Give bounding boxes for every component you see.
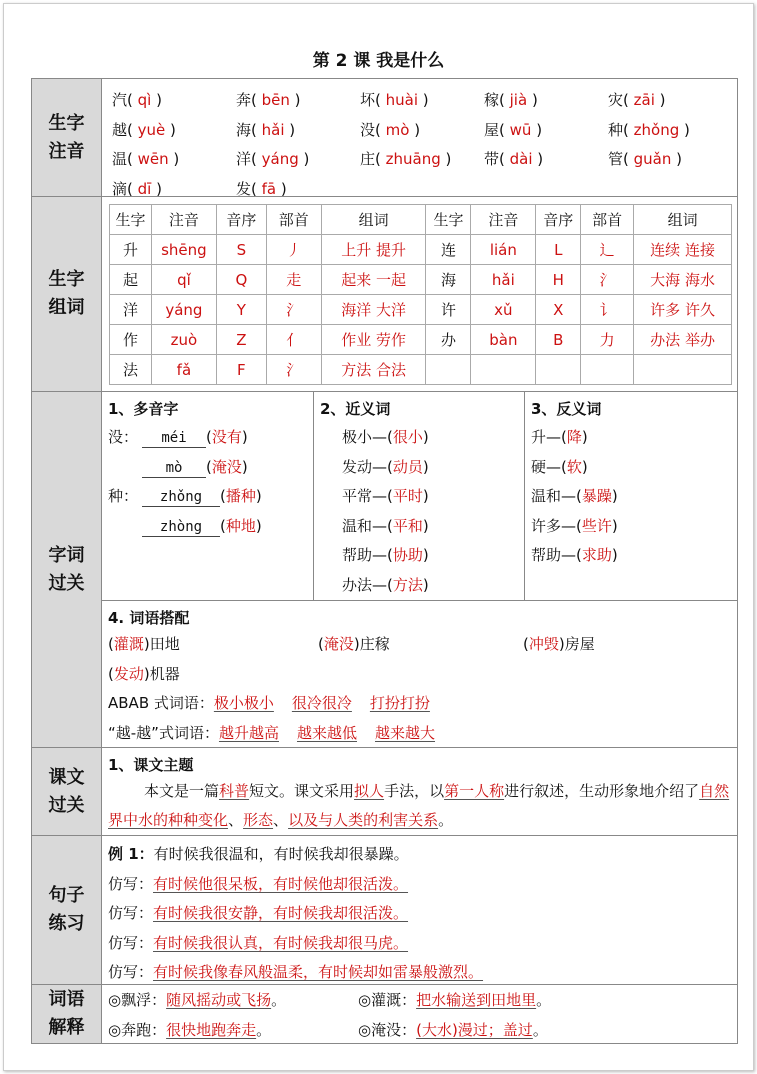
explanation-row: [102, 1016, 737, 1046]
imitation-line: [102, 870, 737, 900]
pinyin-item: 越( yuè ): [112, 120, 176, 139]
table-cell: Z: [216, 325, 266, 355]
pinyin: bēn: [261, 91, 290, 110]
section-word-explanation: [31, 985, 738, 1044]
header-cell: 部首: [266, 205, 321, 235]
pinyin-row: [112, 144, 737, 174]
answer: 暴躁: [581, 487, 612, 505]
pinyin-item: 没( mò ): [360, 120, 421, 139]
pinyin: guǎn: [633, 150, 672, 169]
imitation-answer: 有时候我像春风般温柔，有时候却如雷暴般激烈。: [153, 963, 484, 981]
definition: 把水输送到田地里: [416, 991, 537, 1009]
character: 管: [608, 150, 624, 169]
character-table: [109, 204, 732, 385]
header-cell: 部首: [581, 205, 634, 235]
table-cell: lián: [471, 235, 536, 265]
imitation-line: [102, 929, 737, 959]
pinyin-blank: zhòng: [142, 518, 220, 537]
pinyin-item: 灾( zāi ): [608, 91, 666, 110]
answer: 动员: [392, 457, 423, 476]
imitation-label: 仿写：: [108, 933, 154, 952]
table-cell: 力: [581, 325, 634, 355]
table-cell: 起: [110, 265, 152, 295]
header-cell: 生字: [426, 205, 471, 235]
pattern-word: 很冷很冷: [291, 694, 352, 712]
pinyin: jià: [509, 91, 528, 110]
collocation-pair: (发动)机器: [108, 664, 180, 683]
table-cell: 海: [426, 265, 471, 295]
pattern-word: 越来越大: [375, 723, 436, 742]
answer: 求助: [581, 546, 612, 564]
pinyin: dī: [137, 179, 152, 198]
pair-line: 温和—(平和): [342, 516, 429, 535]
table-cell: 法: [110, 355, 152, 385]
imitation-answer: 有时候我很认真，有时候我却很马虎。: [153, 933, 409, 952]
table-cell: 办法 举办: [634, 325, 732, 355]
character: 温: [112, 150, 128, 169]
section-label: [32, 836, 102, 984]
pinyin: zhǒng: [633, 120, 680, 139]
pattern-line: [102, 719, 737, 749]
collocation-heading: 4. 词语搭配: [108, 609, 190, 627]
character: 庄: [360, 150, 376, 169]
table-cell: [581, 355, 634, 385]
word: 办法: [342, 575, 373, 594]
word: 升: [531, 428, 547, 446]
collocation-pair: (灌溉)田地: [108, 635, 180, 653]
pattern-word: 打扮打扮: [369, 694, 430, 712]
pinyin-item: 汽( qì ): [112, 91, 162, 110]
character: 奔: [236, 91, 252, 110]
pair-line: 办法—(方法): [342, 575, 429, 594]
imitation-line: [102, 958, 737, 988]
pinyin: hǎi: [261, 120, 285, 139]
character: 海: [236, 120, 252, 139]
period: 。: [532, 1020, 548, 1039]
character: 灾: [608, 91, 624, 110]
table-cell: bàn: [471, 325, 536, 355]
word: 房屋: [564, 635, 595, 653]
section-label: [32, 985, 102, 1043]
table-cell: 丿: [266, 235, 321, 265]
term: ◎奔跑：: [108, 1020, 167, 1039]
pinyin-item: 屋( wū ): [484, 120, 543, 139]
answer: 方法: [392, 575, 423, 594]
pair-line: 平常—(平时): [342, 487, 429, 505]
example-sentence: 例 1：有时候我很温和，有时候我却很暴躁。: [108, 845, 409, 863]
explanation-row: [102, 986, 737, 1016]
pattern-word: 越升越高: [218, 723, 279, 742]
table-cell: 讠: [581, 295, 634, 325]
answer: 没有: [211, 428, 242, 446]
pinyin: wēn: [137, 150, 169, 169]
table-cell: [536, 355, 581, 385]
character: 坏: [360, 91, 376, 110]
table-cell: [471, 355, 536, 385]
table-cell: hǎi: [471, 265, 536, 295]
antonyms-heading: 3、反义词: [531, 400, 602, 418]
answer: 灌溉: [113, 635, 144, 653]
pattern-label: ABAB 式词语：: [108, 694, 214, 712]
label-text: 课文过关: [48, 766, 85, 816]
polyphone-line: 种： zhǒng (播种): [102, 482, 313, 512]
period: 。: [256, 1020, 272, 1039]
word: 温和: [531, 487, 562, 505]
term: ◎灌溉：: [358, 991, 417, 1009]
collocation-line: [102, 660, 737, 690]
pinyin-row: [112, 115, 737, 145]
header-cell: 注音: [471, 205, 536, 235]
table-cell: zuò: [151, 325, 216, 355]
table-cell: Q: [216, 265, 266, 295]
pinyin-grid: [112, 85, 737, 203]
table-cell: [426, 355, 471, 385]
pinyin-item: 海( hǎi ): [236, 120, 296, 139]
section-label: [32, 197, 102, 391]
word: 发动: [342, 457, 373, 476]
imitation-answer: 有时候他很呆板，有时候他却很活泼。: [153, 874, 409, 893]
imitation-line: [102, 899, 737, 929]
word: 田地: [149, 635, 180, 653]
table-cell: xǔ: [471, 295, 536, 325]
pinyin-item: 坏( huài ): [360, 91, 429, 110]
synonyms-heading: 2、近义词: [320, 400, 391, 418]
pinyin: huài: [385, 91, 419, 110]
pattern-line: [102, 689, 737, 719]
pair-line: 温和—(暴躁): [531, 487, 618, 505]
pair-line: 升—(降): [531, 428, 588, 446]
answer: 播种: [225, 487, 256, 505]
table-cell: L: [536, 235, 581, 265]
collocation-pair: (淹没)庄稼: [318, 635, 390, 653]
section-word-check: [31, 392, 738, 748]
header-cell: 组词: [634, 205, 732, 235]
answer: 软: [566, 457, 582, 476]
pinyin-blank: zhǒng: [142, 488, 220, 507]
section-new-characters-pinyin: [31, 78, 738, 197]
table-cell: 氵: [266, 355, 321, 385]
explanation-item: [358, 986, 551, 1016]
word: 平常: [342, 487, 373, 505]
table-cell: 作业 劳作: [321, 325, 426, 355]
answer: 淹没: [211, 457, 242, 476]
table-cell: 许多 许久: [634, 295, 732, 325]
label-text: 生字注音: [48, 112, 85, 162]
pattern-word: 极小极小: [213, 694, 274, 712]
antonyms-block: [525, 392, 739, 600]
pinyin-item: 带( dài ): [484, 150, 544, 169]
explanation-item: [358, 1016, 548, 1046]
table-row: [110, 265, 732, 295]
answer: 很小: [392, 428, 423, 446]
prefix: 种：: [108, 487, 139, 505]
table-cell: 升: [110, 235, 152, 265]
table-cell: B: [536, 325, 581, 355]
polyphone-line: zhòng (种地): [102, 512, 313, 542]
imitation-label: 仿写：: [108, 963, 154, 981]
character: 汽: [112, 91, 128, 110]
table-cell: qǐ: [151, 265, 216, 295]
pinyin-item: 管( guǎn ): [608, 150, 682, 169]
pinyin-item: 奔( bēn ): [236, 91, 301, 110]
label-text: 生字组词: [48, 269, 85, 318]
pinyin-item: 稼( jià ): [484, 91, 538, 110]
table-cell: 许: [426, 295, 471, 325]
pattern-label: “越-越”式词语：: [108, 723, 219, 742]
pinyin: dài: [509, 150, 533, 169]
period: 。: [271, 991, 287, 1009]
table-cell: 方法 合法: [321, 355, 426, 385]
character: 种: [608, 120, 624, 139]
character: 滴: [112, 179, 128, 198]
collocation-block: [102, 600, 737, 748]
word: 许多: [531, 516, 562, 535]
definition: 很快地跑奔走: [166, 1020, 257, 1039]
character: 洋: [236, 150, 252, 169]
polyphone-line: mò (淹没): [102, 453, 313, 483]
table-cell: 亻: [266, 325, 321, 355]
pair-line: 帮助—(协助): [342, 546, 429, 564]
pair-line: 帮助—(求助): [531, 546, 618, 564]
answer: 种地: [225, 516, 256, 535]
header-cell: 注音: [151, 205, 216, 235]
header-cell: 生字: [110, 205, 152, 235]
pinyin: mò: [385, 120, 410, 139]
pinyin-row: [112, 85, 737, 115]
pinyin-item: 种( zhǒng ): [608, 120, 690, 139]
pinyin-item: 滴( dī ): [112, 179, 162, 198]
pinyin-blank: méi: [142, 429, 206, 448]
header-cell: 音序: [536, 205, 581, 235]
imitation-answer: 有时候我很安静，有时候我却很活泼。: [153, 904, 409, 922]
section-text-check: [31, 748, 738, 836]
collocation-pair: (冲毁)房屋: [523, 635, 595, 653]
section-label: [32, 748, 102, 835]
table-header-row: [110, 205, 732, 235]
term: ◎飘浮：: [108, 991, 167, 1009]
definition: (大水)漫过；盖过: [416, 1020, 533, 1039]
word: 机器: [149, 664, 180, 683]
section-word-building: [31, 197, 738, 392]
table-cell: 作: [110, 325, 152, 355]
table-row: [110, 235, 732, 265]
header-cell: 音序: [216, 205, 266, 235]
word: 极小: [342, 428, 373, 446]
pinyin: fā: [261, 179, 277, 198]
character: 稼: [484, 91, 500, 110]
table-cell: 连: [426, 235, 471, 265]
answer: 发动: [113, 664, 144, 683]
table-cell: 连续 连接: [634, 235, 732, 265]
pinyin-item: 洋( yáng ): [236, 150, 310, 169]
word: 帮助: [342, 546, 373, 564]
table-cell: H: [536, 265, 581, 295]
word: 庄稼: [359, 635, 390, 653]
imitation-label: 仿写：: [108, 904, 154, 922]
table-cell: 海洋 大洋: [321, 295, 426, 325]
pair-line: 硬—(软): [531, 457, 588, 476]
character: 屋: [484, 120, 500, 139]
answer: 些许: [581, 516, 612, 535]
pinyin: zāi: [633, 91, 655, 110]
pinyin: wū: [509, 120, 532, 139]
section-label: [32, 392, 102, 747]
section-label: [32, 79, 102, 196]
word: 硬: [531, 457, 547, 476]
table-cell: 起来 一起: [321, 265, 426, 295]
imitation-label: 仿写：: [108, 874, 154, 893]
table-cell: X: [536, 295, 581, 325]
pattern-word: 越来越低: [296, 723, 357, 742]
table-cell: 洋: [110, 295, 152, 325]
label-text: 词语解释: [48, 989, 85, 1038]
pair-line: 许多—(些许): [531, 516, 618, 535]
pair-line: 极小—(很小): [342, 428, 429, 446]
table-cell: 上升 提升: [321, 235, 426, 265]
table-cell: F: [216, 355, 266, 385]
pair-line: 发动—(动员): [342, 457, 429, 476]
period: 。: [536, 991, 552, 1009]
word: 温和: [342, 516, 373, 535]
pinyin: yuè: [137, 120, 166, 139]
pinyin: qì: [137, 91, 152, 110]
label-text: 字词过关: [48, 544, 85, 594]
table-row: [110, 295, 732, 325]
table-cell: 大海 海水: [634, 265, 732, 295]
polyphone-block: [102, 392, 314, 600]
answer: 平和: [392, 516, 423, 535]
table-cell: [634, 355, 732, 385]
label-text: 句子练习: [48, 885, 85, 934]
table-cell: 氵: [266, 295, 321, 325]
pinyin: zhuāng: [385, 150, 441, 169]
answer: 平时: [392, 487, 423, 505]
character: 发: [236, 179, 252, 198]
table-row: [110, 355, 732, 385]
polyphone-heading: 1、多音字: [108, 400, 179, 418]
table-cell: 走: [266, 265, 321, 295]
answer: 冲毁: [528, 635, 559, 653]
character: 越: [112, 120, 128, 139]
definition: 随风摇动或飞扬: [166, 991, 272, 1009]
table-cell: 辶: [581, 235, 634, 265]
table-cell: S: [216, 235, 266, 265]
collocation-line: [102, 630, 737, 660]
pinyin-item: 发( fā ): [236, 179, 287, 198]
pinyin-blank: mò: [142, 459, 206, 478]
explanation-item: [108, 1016, 358, 1046]
character: 带: [484, 150, 500, 169]
page-title: 第 2 课 我是什么: [312, 51, 445, 71]
table-cell: Y: [216, 295, 266, 325]
pinyin: yáng: [261, 150, 299, 169]
answer: 淹没: [323, 635, 354, 653]
section-sentence-practice: [31, 836, 738, 985]
table-cell: yáng: [151, 295, 216, 325]
theme-paragraph: 本文是一篇科普短文。课文采用拟人手法，以第一人称进行叙述，生动形象地介绍了自然界中水的种种变化、形态、以及与人类的利害关系。: [108, 782, 730, 829]
pinyin-item: 庄( zhuāng ): [360, 150, 452, 169]
table-row: [110, 325, 732, 355]
table-cell: 办: [426, 325, 471, 355]
answer: 协助: [392, 546, 423, 564]
prefix: 没：: [108, 428, 139, 446]
character: 没: [360, 120, 376, 139]
pinyin-item: 温( wēn ): [112, 150, 180, 169]
header-cell: 组词: [321, 205, 426, 235]
synonyms-block: [314, 392, 525, 600]
explanation-item: [108, 986, 358, 1016]
table-cell: 氵: [581, 265, 634, 295]
word: 帮助: [531, 546, 562, 564]
table-cell: fǎ: [151, 355, 216, 385]
term: ◎淹没：: [358, 1020, 417, 1039]
answer: 降: [566, 428, 582, 446]
polyphone-line: 没： méi (没有): [102, 423, 313, 453]
theme-heading: 1、课文主题: [108, 756, 194, 774]
table-cell: shēng: [151, 235, 216, 265]
